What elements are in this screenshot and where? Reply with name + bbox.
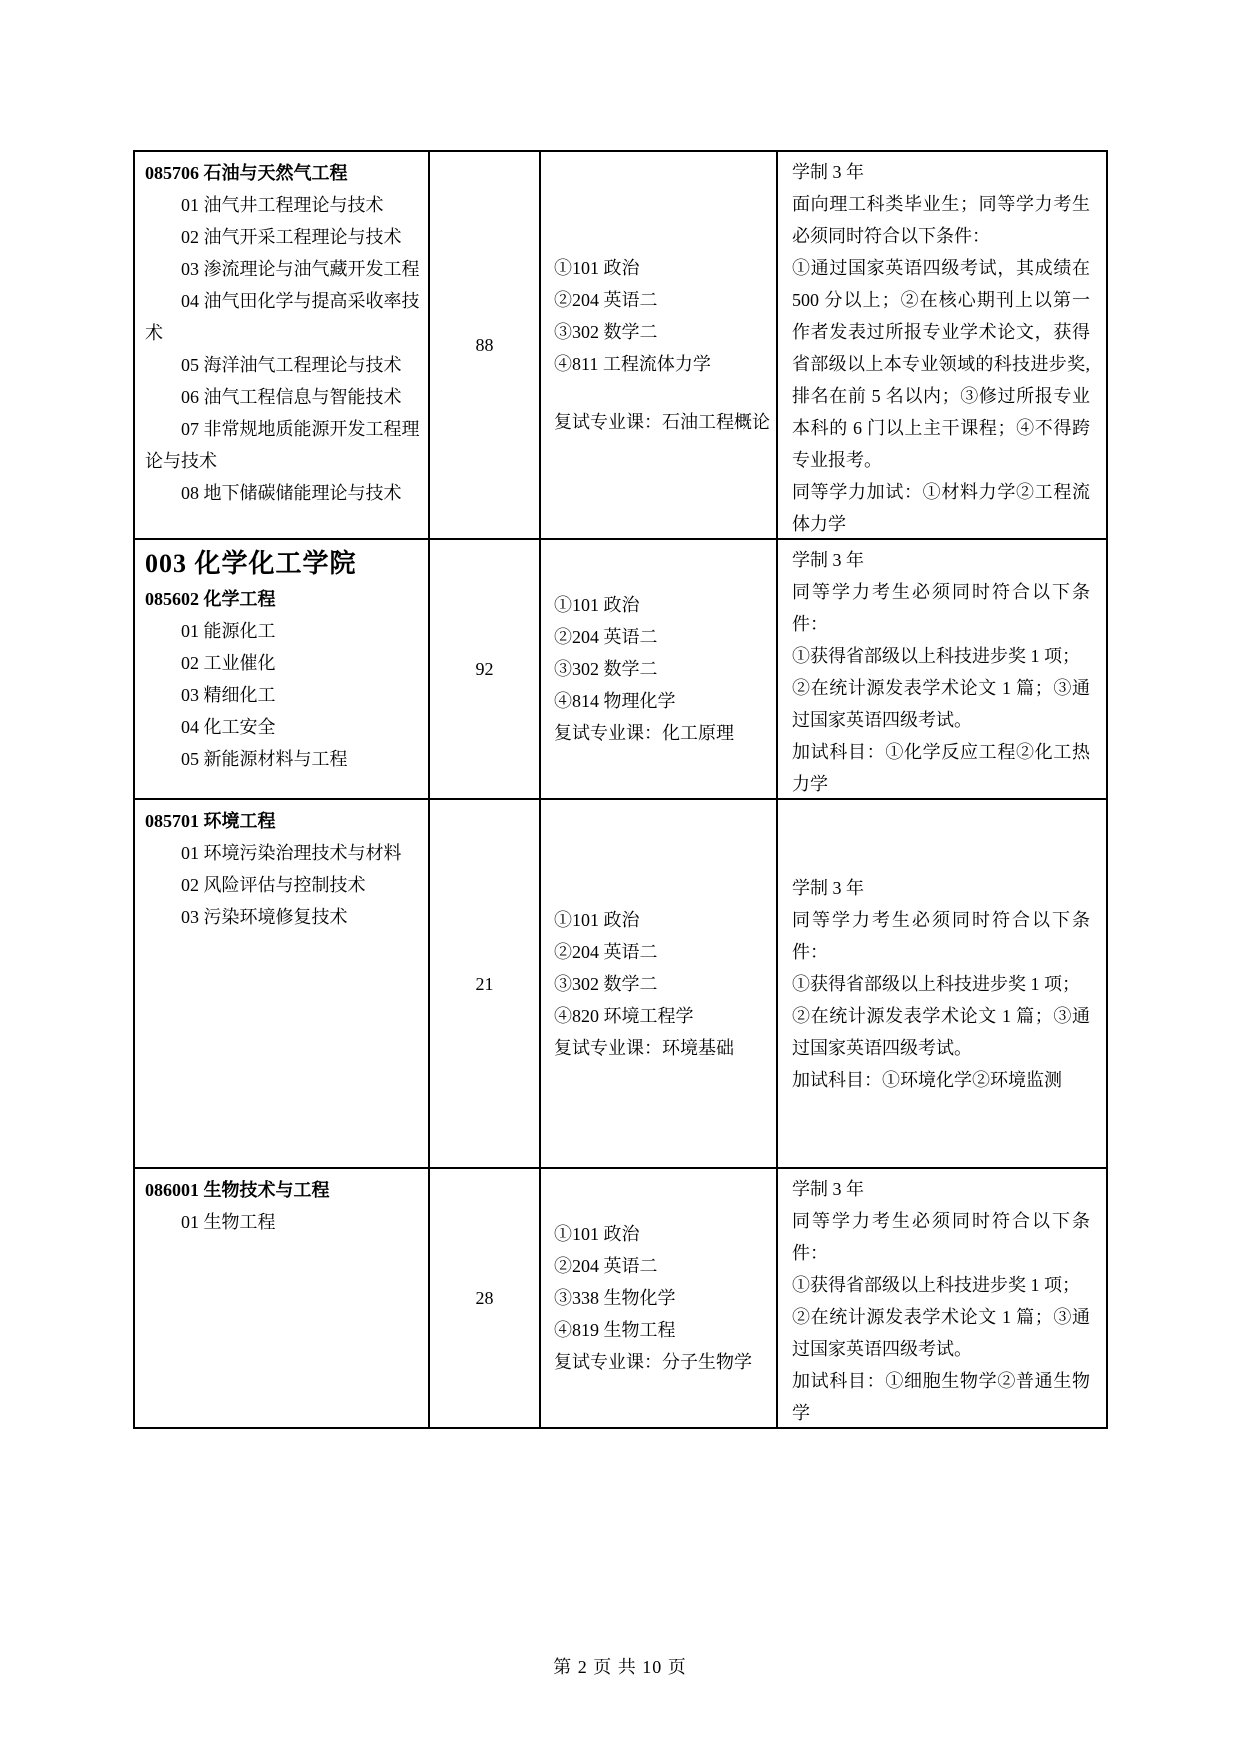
research-direction: 06 油气工程信息与智能技术 (181, 387, 402, 407)
remarks-cell (778, 1169, 1106, 1427)
remarks-cell (778, 800, 1106, 1169)
exam-subject: ①101 政治 (554, 595, 640, 615)
remark-paragraph: ②在统计源发表学术论文 1 篇；③通过国家英语四级考试。 (792, 1307, 1090, 1359)
exam-subject: ④811 工程流体力学 (554, 354, 711, 374)
exam-subject: ④819 生物工程 (554, 1320, 676, 1340)
research-direction: 04 油气田化学与提高采收率技术 (145, 291, 420, 343)
research-direction: 07 非常规地质能源开发工程理论与技术 (145, 419, 420, 471)
exam-subject: ③302 数学二 (554, 322, 658, 342)
quota-value: 21 (475, 973, 494, 994)
quota-cell (430, 800, 541, 1169)
exam-subject: ①101 政治 (554, 1224, 640, 1244)
exam-subject: ④820 环境工程学 (554, 1005, 694, 1026)
remark-paragraph: 学制 3 年 (792, 1179, 864, 1199)
college-header: 003 化学化工学院 (145, 549, 357, 578)
retest-course: 复试专业课：化工原理 (554, 723, 734, 743)
quota-cell (430, 1169, 541, 1427)
exam-subject: ②204 英语二 (554, 290, 658, 310)
remark-paragraph: ①获得省部级以上科技进步奖 1 项； (792, 646, 1080, 666)
research-direction: 01 生物工程 (181, 1212, 276, 1232)
remark-paragraph: 面向理工科类毕业生；同等学力考生必须同时符合以下条件： (792, 194, 1090, 246)
research-direction: 02 风险评估与控制技术 (181, 875, 366, 895)
program-title: 086001 生物技术与工程 (145, 1180, 330, 1200)
research-direction: 02 工业催化 (181, 653, 276, 673)
remark-paragraph: 学制 3 年 (792, 877, 864, 898)
quota-value: 88 (475, 335, 494, 355)
exam-subject: ②204 英语二 (554, 1256, 658, 1276)
quota-cell (430, 540, 541, 800)
remarks-cell (778, 152, 1106, 540)
subjects-cell (541, 800, 778, 1169)
quota-value: 28 (475, 1288, 494, 1308)
remark-paragraph: 同等学力考生必须同时符合以下条件： (792, 1211, 1090, 1263)
subjects-cell (541, 152, 778, 540)
research-direction: 01 环境污染治理技术与材料 (181, 843, 402, 863)
remark-paragraph: ①获得省部级以上科技进步奖 1 项； (792, 1275, 1080, 1295)
subjects-cell (541, 540, 778, 800)
research-direction: 03 精细化工 (181, 685, 276, 705)
page-footer: 第 2 页 共 10 页 (553, 1657, 687, 1677)
research-direction: 08 地下储碳储能理论与技术 (181, 483, 402, 503)
remark-paragraph: ①通过国家英语四级考试，其成绩在 500 分以上；②在核心期刊上以第一作者发表过所报专业学术论文，获得省部级以上本专业领域的科技进步奖,排名在前 5 名以内；③修过所报专业本科的 6 门以上主干课程；④不得跨专业报考。 (792, 258, 1090, 470)
admissions-table (133, 150, 1108, 1429)
quota-cell (430, 152, 541, 540)
program-cell-environment (135, 800, 430, 1169)
remark-paragraph: 加试科目：①环境化学②环境监测 (792, 1069, 1062, 1090)
remark-paragraph: 同等学力考生必须同时符合以下条件： (792, 909, 1090, 962)
program-title: 085706 石油与天然气工程 (145, 163, 348, 183)
research-direction: 05 新能源材料与工程 (181, 749, 348, 769)
exam-subject: ④814 物理化学 (554, 691, 676, 711)
remark-paragraph: ①获得省部级以上科技进步奖 1 项； (792, 973, 1080, 994)
remark-paragraph: ②在统计源发表学术论文 1 篇；③通过国家英语四级考试。 (792, 1005, 1090, 1058)
retest-course: 复试专业课：分子生物学 (554, 1352, 752, 1372)
program-cell-petroleum (135, 152, 430, 540)
remark-paragraph: ②在统计源发表学术论文 1 篇；③通过国家英语四级考试。 (792, 678, 1090, 730)
exam-subject: ②204 英语二 (554, 941, 658, 962)
research-direction: 03 污染环境修复技术 (181, 907, 348, 927)
remarks-cell (778, 540, 1106, 800)
exam-subject: ③338 生物化学 (554, 1288, 676, 1308)
remark-paragraph: 同等学力考生必须同时符合以下条件： (792, 582, 1090, 634)
program-cell-biotech (135, 1169, 430, 1427)
research-direction: 02 油气开采工程理论与技术 (181, 227, 402, 247)
research-direction: 05 海洋油气工程理论与技术 (181, 355, 402, 375)
remark-paragraph: 同等学力加试：①材料力学②工程流体力学 (792, 482, 1090, 534)
research-direction: 01 油气井工程理论与技术 (181, 195, 384, 215)
exam-subject: ②204 英语二 (554, 627, 658, 647)
research-direction: 04 化工安全 (181, 717, 276, 737)
exam-subject: ③302 数学二 (554, 973, 658, 994)
subjects-cell (541, 1169, 778, 1427)
research-direction: 03 渗流理论与油气藏开发工程 (181, 259, 420, 279)
exam-subject: ①101 政治 (554, 909, 640, 930)
retest-course: 复试专业课：石油工程概论 (554, 412, 770, 432)
remark-paragraph: 加试科目：①化学反应工程②化工热力学 (792, 742, 1090, 794)
program-title: 085701 环境工程 (145, 811, 276, 831)
remark-paragraph: 学制 3 年 (792, 162, 864, 182)
quota-value: 92 (475, 659, 494, 679)
retest-course: 复试专业课：环境基础 (554, 1037, 734, 1058)
program-cell-chemical (135, 540, 430, 800)
remark-paragraph: 加试科目：①细胞生物学②普通生物学 (792, 1371, 1090, 1423)
exam-subject: ①101 政治 (554, 258, 640, 278)
research-direction: 01 能源化工 (181, 621, 276, 641)
exam-subject: ③302 数学二 (554, 659, 658, 679)
remark-paragraph: 学制 3 年 (792, 550, 864, 570)
program-title: 085602 化学工程 (145, 589, 276, 609)
